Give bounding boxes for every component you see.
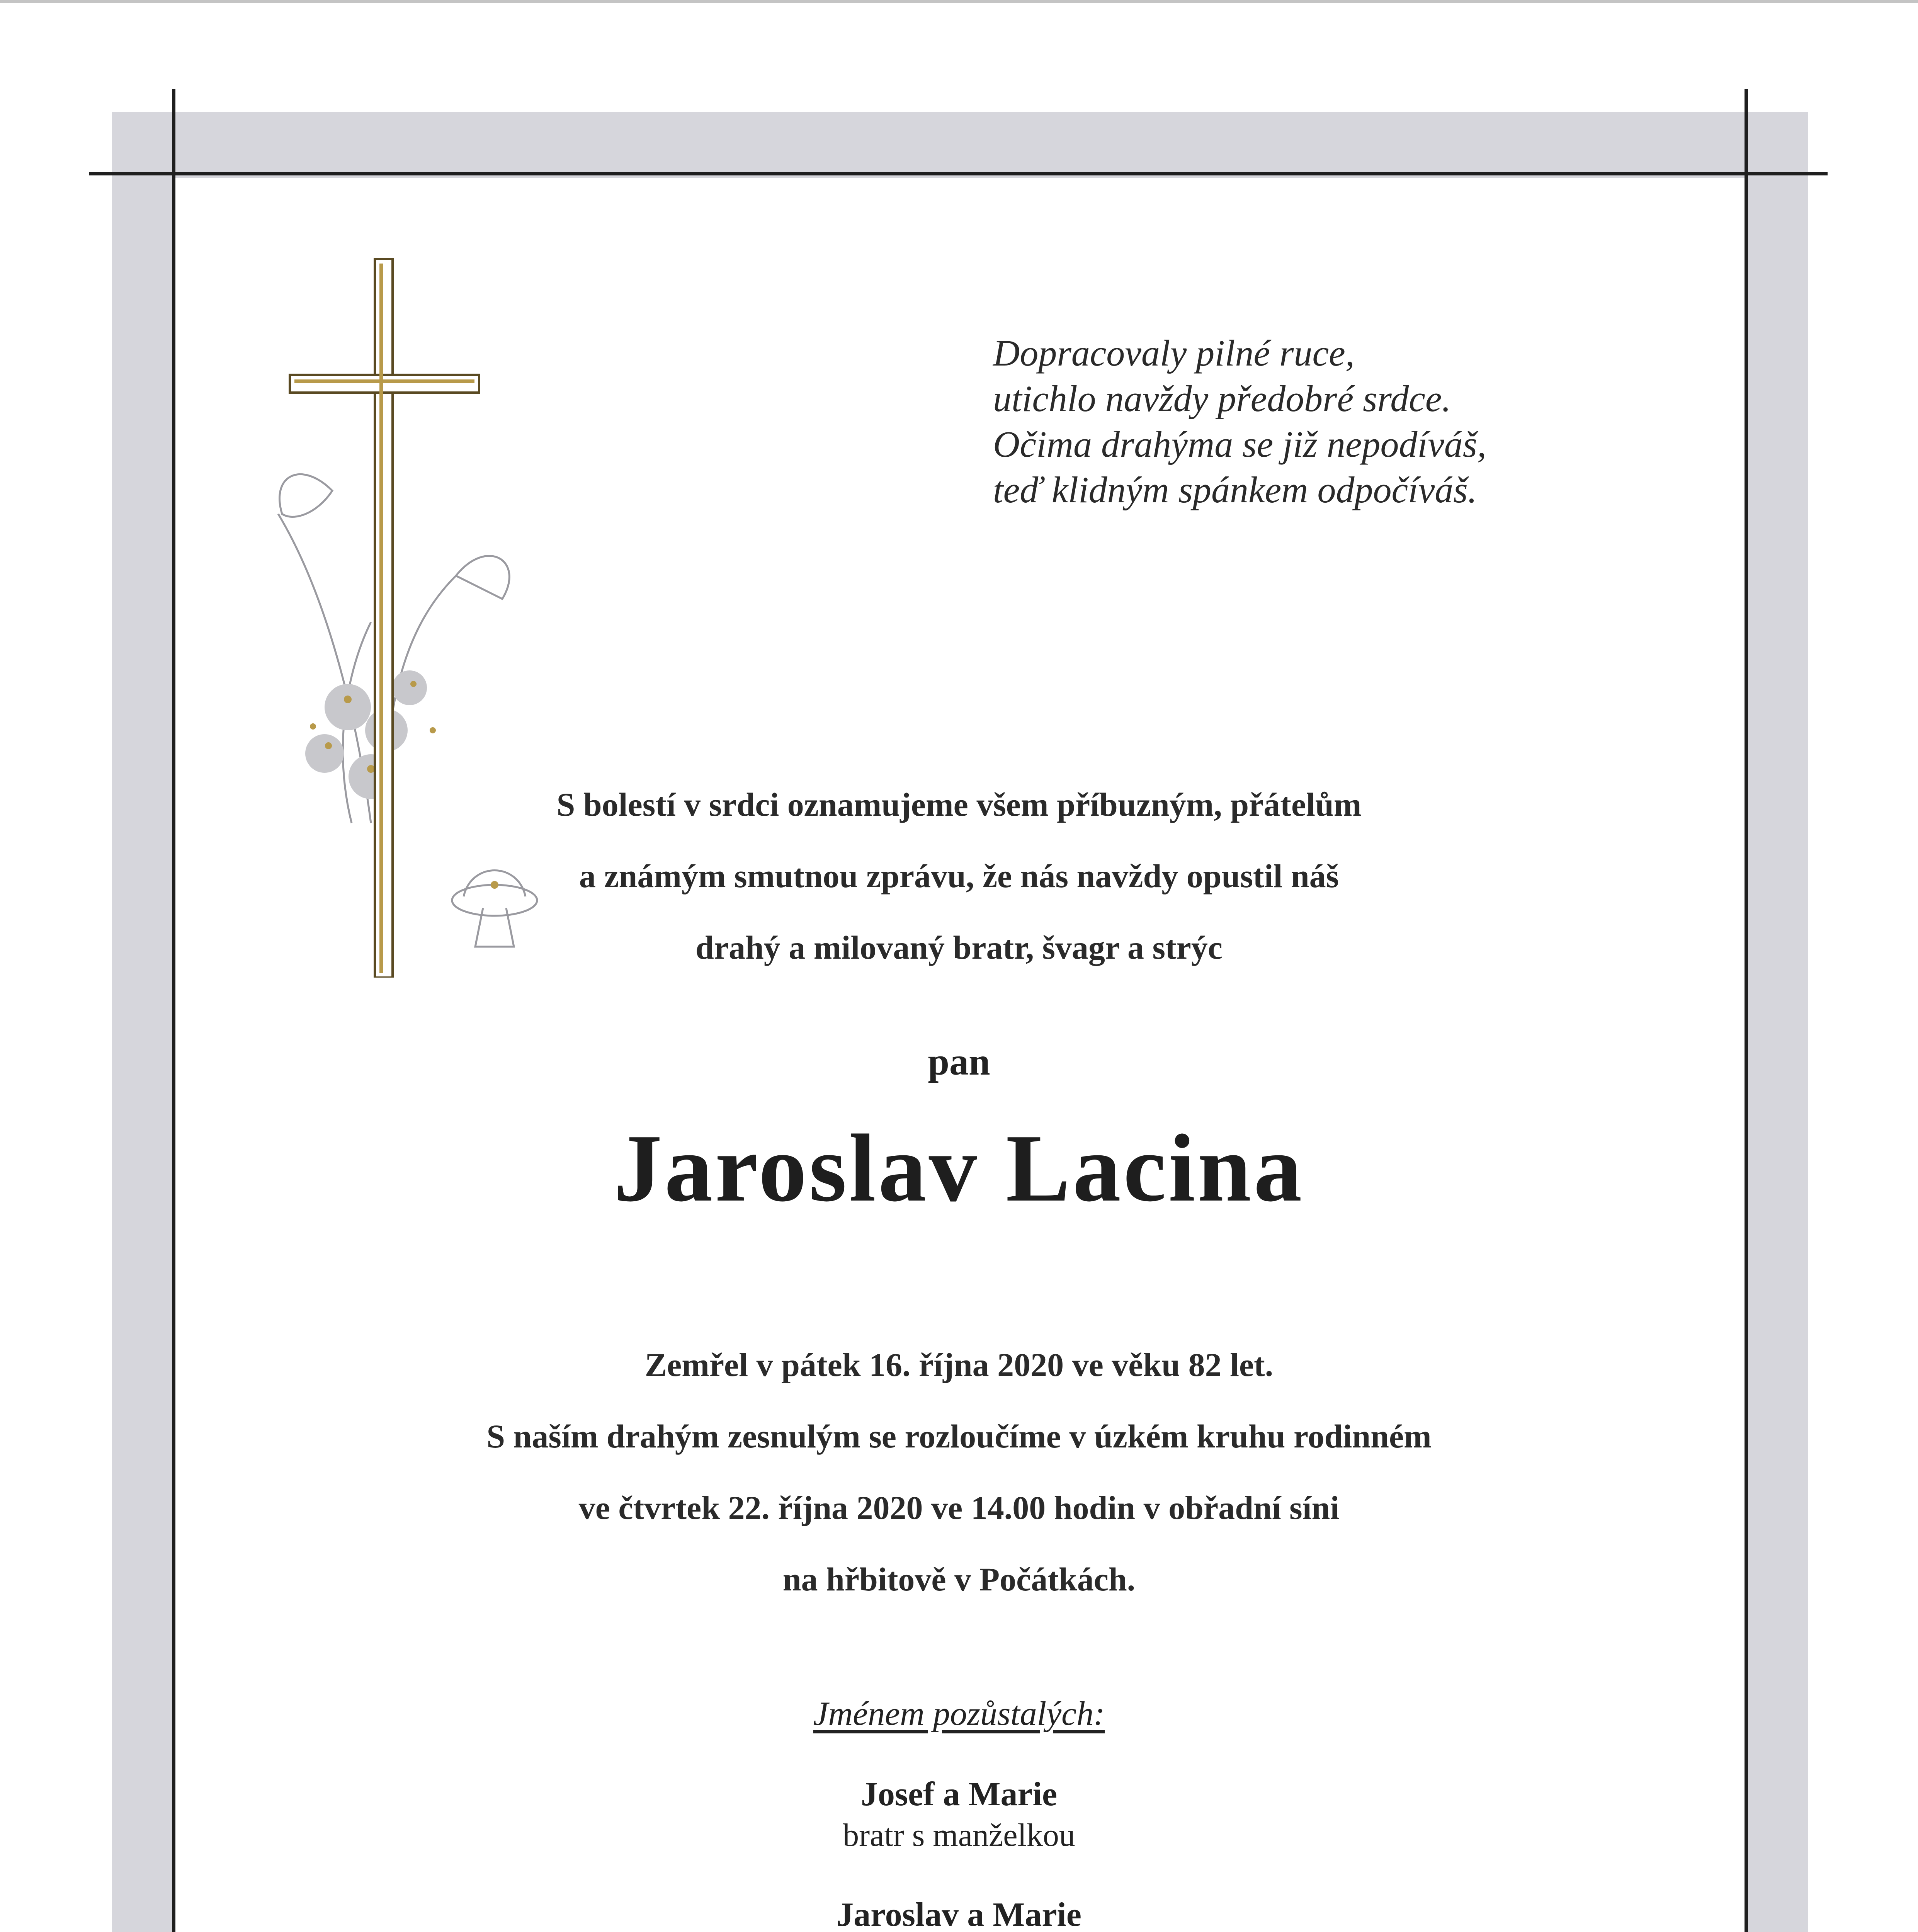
mourner-group	[0, 1774, 1918, 1855]
frame-rule-left	[172, 89, 175, 1932]
frame-band-left	[112, 112, 174, 1932]
mourners-heading: Jménem pozůstalých:	[813, 1695, 1105, 1733]
announcement-line: a známým smutnou zprávu, že nás navždy opustil náš	[579, 857, 1339, 895]
poem-line: utichlo navždy předobré srdce.	[993, 378, 1451, 419]
mourner-names: Josef a Marie	[860, 1776, 1058, 1813]
poem-line: Dopracovaly pilné ruce,	[993, 332, 1355, 374]
details-line: na hřbitově v Počátkách.	[782, 1561, 1136, 1598]
mourner-group	[0, 1894, 1918, 1932]
deceased-title: pan	[928, 1040, 990, 1083]
mourners-list	[0, 1774, 1918, 1932]
frame-band-right	[1746, 112, 1808, 1932]
details-line: Zemřel v pátek 16. října 2020 ve věku 82 let.	[644, 1346, 1274, 1383]
mourner-names: Jaroslav a Marie	[837, 1896, 1081, 1932]
poem	[993, 330, 1573, 513]
details-line: S naším drahým zesnulým se rozloučíme v úzkém kruhu rodinném	[486, 1418, 1432, 1455]
deceased-name: Jaroslav Lacina	[614, 1115, 1304, 1222]
funeral-details	[0, 1329, 1918, 1615]
poem-line: teď klidným spánkem odpočíváš.	[993, 469, 1477, 510]
announcement	[0, 769, 1918, 983]
frame-rule-right	[1745, 89, 1748, 1932]
frame-rule-top	[89, 172, 1828, 175]
scan-edge	[0, 0, 1918, 3]
announcement-line: S bolestí v srdci oznamujeme všem příbuzným, přátelům	[556, 786, 1362, 823]
poem-line: Očima drahýma se již nepodíváš,	[993, 423, 1487, 465]
mourner-relation: bratr s manželkou	[843, 1817, 1075, 1853]
frame-band-top	[112, 112, 1808, 178]
details-line: ve čtvrtek 22. října 2020 ve 14.00 hodin v obřadní síni	[578, 1489, 1340, 1526]
announcement-line: drahý a milovaný bratr, švagr a strýc	[695, 929, 1223, 966]
